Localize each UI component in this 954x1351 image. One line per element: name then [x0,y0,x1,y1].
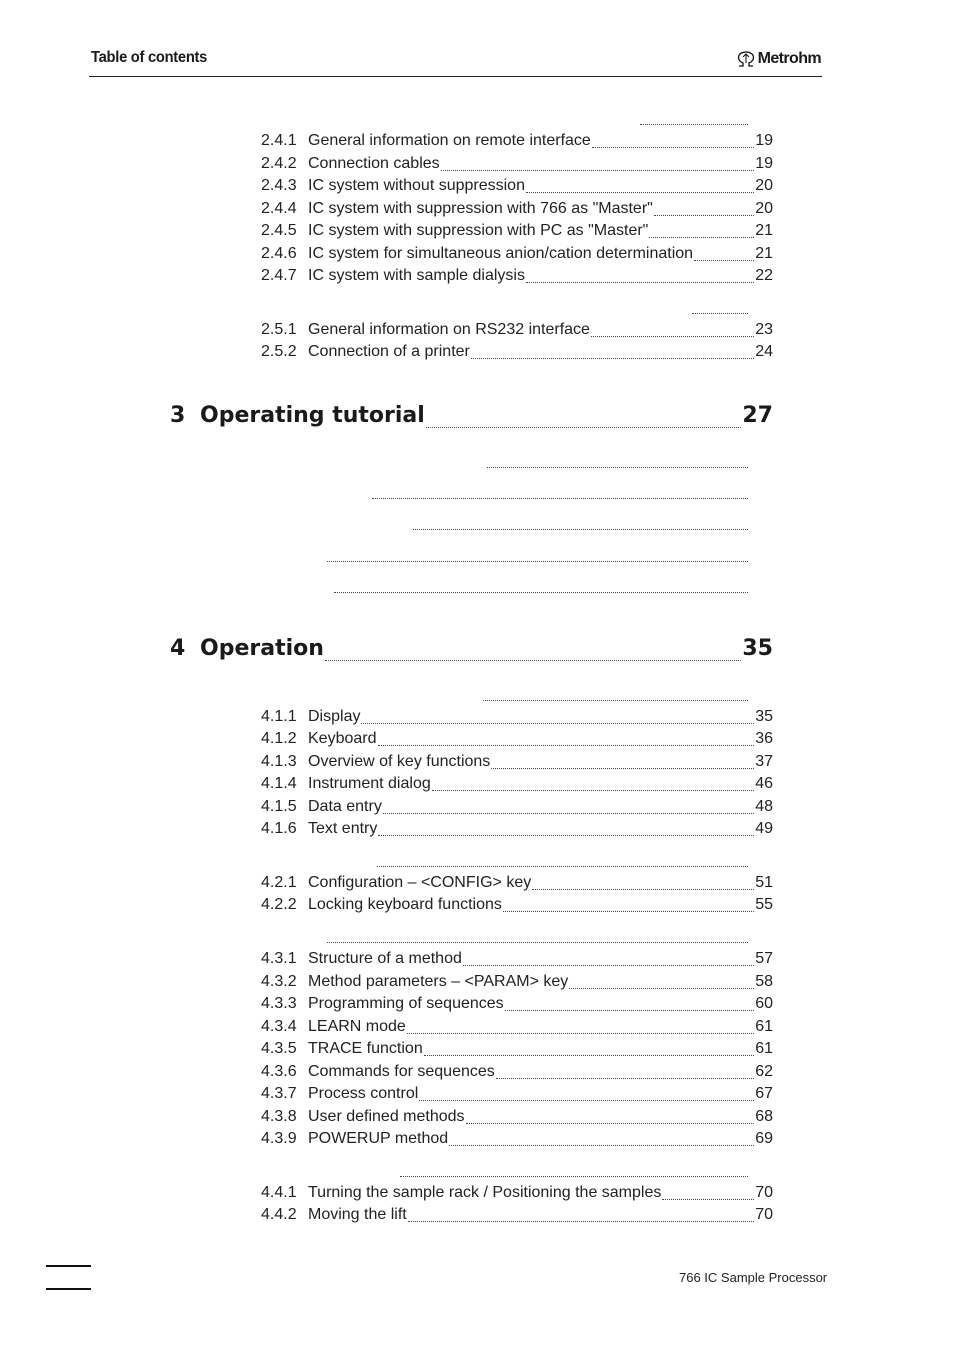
toc-entry-page: 22 [755,267,773,284]
toc-entry-page: 60 [755,995,773,1012]
toc-entry-page: 58 [755,973,773,990]
dot-leader [505,1010,755,1011]
chapter-number: 3 [170,403,186,428]
chapter-title: Operating tutorial [200,403,425,428]
section-leader [327,942,748,943]
dot-leader [569,988,754,989]
toc-entry-title: Configuration – <CONFIG> key [308,874,532,891]
toc-entry-number: 2.4.2 [261,155,297,172]
section-leader [413,529,748,530]
toc-entry-number: 4.2.2 [261,896,297,913]
section-leader [372,498,748,499]
toc-entry-title: General information on RS232 interface [308,321,590,338]
toc-entry[interactable] [261,343,773,363]
toc-entry[interactable] [261,1063,773,1083]
header-rule [89,76,822,77]
toc-entry[interactable] [261,245,773,265]
toc-entry-page: 62 [755,1063,773,1080]
toc-entry[interactable] [261,1085,773,1105]
toc-entry[interactable] [261,1018,773,1038]
dot-leader [592,147,754,148]
section-leader [334,592,748,593]
toc-entry-title: IC system for simultaneous anion/cation determination [308,245,694,262]
toc-entry[interactable] [261,321,773,341]
dot-leader [383,813,754,814]
toc-entry-page: 21 [755,245,773,262]
toc-entry-title: Process control [308,1085,419,1102]
toc-entry-page: 67 [755,1085,773,1102]
toc-entry-title: Moving the lift [308,1206,407,1223]
dot-leader [466,1123,755,1124]
metrohm-logo [736,50,821,68]
toc-entry-number: 4.3.9 [261,1130,297,1147]
toc-entry-number: 2.4.7 [261,267,297,284]
toc-entry-title: Display [308,708,361,725]
toc-entry[interactable] [261,267,773,287]
toc-entry-number: 4.3.7 [261,1085,297,1102]
toc-entry-title: LEARN mode [308,1018,406,1035]
logo-text: Metrohm [757,50,821,67]
chapter-heading[interactable] [170,636,773,666]
toc-entry[interactable] [261,1130,773,1150]
dot-leader [591,336,754,337]
chapter-title: Operation [200,636,324,661]
toc-entry-page: 19 [755,155,773,172]
toc-entry[interactable] [261,995,773,1015]
toc-entry[interactable] [261,973,773,993]
section-leader [400,1176,748,1177]
toc-entry-title: Keyboard [308,730,377,747]
dot-leader [449,1145,754,1146]
dot-leader [649,237,754,238]
toc-entry[interactable] [261,200,773,220]
dot-leader [426,427,742,428]
toc-entry-page: 35 [755,708,773,725]
toc-entry-title: Commands for sequences [308,1063,495,1080]
toc-entry-number: 4.4.1 [261,1184,297,1201]
toc-entry-number: 4.1.2 [261,730,297,747]
toc-entry[interactable] [261,132,773,152]
toc-entry-page: 37 [755,753,773,770]
dot-leader [378,835,754,836]
chapter-page: 27 [742,403,773,428]
toc-entry-title: Turning the sample rack / Positioning the samples [308,1184,662,1201]
omega-icon [736,51,756,67]
dot-leader [424,1055,754,1056]
toc-entry-number: 4.3.4 [261,1018,297,1035]
toc-entry[interactable] [261,1184,773,1204]
chapter-heading[interactable] [170,403,773,433]
toc-entry-page: 46 [755,775,773,792]
toc-entry-page: 21 [755,222,773,239]
toc-entry-page: 48 [755,798,773,815]
toc-entry[interactable] [261,177,773,197]
dot-leader [407,1033,754,1034]
toc-entry-title: General information on remote interface [308,132,591,149]
toc-entry-number: 4.3.5 [261,1040,297,1057]
dot-leader [662,1199,754,1200]
toc-entry[interactable] [261,222,773,242]
toc-entry[interactable] [261,1108,773,1128]
toc-entry-number: 2.4.5 [261,222,297,239]
toc-entry-page: 20 [755,177,773,194]
toc-entry-title: Locking keyboard functions [308,896,502,913]
toc-entry-title: Method parameters – <PARAM> key [308,973,569,990]
toc-entry-page: 51 [755,874,773,891]
toc-entry[interactable] [261,708,773,728]
toc-entry[interactable] [261,1040,773,1060]
page-header-title: Table of contents [91,49,208,66]
dot-leader [325,660,741,661]
toc-entry-page: 24 [755,343,773,360]
section-leader [487,467,748,468]
toc-entry-page: 70 [755,1206,773,1223]
toc-entry-page: 19 [755,132,773,149]
section-leader [640,124,748,125]
toc-entry[interactable] [261,798,773,818]
toc-entry-number: 4.1.3 [261,753,297,770]
toc-entry-title: Connection of a printer [308,343,470,360]
toc-entry-page: 69 [755,1130,773,1147]
footer-product-name: 766 IC Sample Processor [679,1270,828,1285]
toc-entry[interactable] [261,950,773,970]
toc-entry[interactable] [261,896,773,916]
chapter-page: 35 [742,636,773,661]
toc-entry-page: 20 [755,200,773,217]
toc-entry-number: 4.3.6 [261,1063,297,1080]
toc-entry-number: 4.1.4 [261,775,297,792]
toc-entry-title: TRACE function [308,1040,423,1057]
toc-entry-page: 36 [755,730,773,747]
dot-leader [441,170,755,171]
dot-leader [408,1221,754,1222]
toc-entry-page: 57 [755,950,773,967]
toc-entry-title: Overview of key functions [308,753,491,770]
toc-entry-page: 49 [755,820,773,837]
section-leader [327,561,748,562]
toc-entry-title: Structure of a method [308,950,462,967]
toc-entry-title: IC system with sample dialysis [308,267,525,284]
section-leader [692,313,748,314]
dot-leader [526,282,754,283]
toc-entry-number: 2.4.6 [261,245,297,262]
toc-entry[interactable] [261,1206,773,1226]
toc-entry-title: IC system with suppression with 766 as "Master" [308,200,653,217]
dot-leader [694,260,754,261]
toc-entry-title: User defined methods [308,1108,465,1125]
chapter-number: 4 [170,636,186,661]
toc-entry-number: 2.4.1 [261,132,297,149]
dot-leader [463,965,754,966]
toc-entry-title: IC system without suppression [308,177,525,194]
toc-entry-number: 2.5.2 [261,343,297,360]
toc-entry[interactable] [261,820,773,840]
section-leader [483,700,748,701]
section-leader [377,866,748,867]
toc-entry-number: 4.3.2 [261,973,297,990]
toc-entry-title: Text entry [308,820,378,837]
toc-entry-page: 23 [755,321,773,338]
toc-entry[interactable] [261,730,773,750]
toc-entry-number: 2.4.3 [261,177,297,194]
toc-entry-page: 61 [755,1018,773,1035]
toc-entry-number: 2.5.1 [261,321,297,338]
toc-entry-title: IC system with suppression with PC as "Master" [308,222,649,239]
toc-entry-number: 4.1.5 [261,798,297,815]
dot-leader [432,790,754,791]
dot-leader [471,358,754,359]
footer-rule [46,1288,91,1290]
toc-entry[interactable] [261,753,773,773]
dot-leader [496,1078,754,1079]
toc-entry-page: 70 [755,1184,773,1201]
toc-entry-number: 4.1.1 [261,708,297,725]
toc-entry-page: 55 [755,896,773,913]
dot-leader [503,911,754,912]
toc-entry-number: 2.4.4 [261,200,297,217]
toc-entry-number: 4.3.3 [261,995,297,1012]
toc-entry-number: 4.4.2 [261,1206,297,1223]
dot-leader [419,1100,754,1101]
toc-entry-title: Data entry [308,798,382,815]
toc-entry-number: 4.3.1 [261,950,297,967]
dot-leader [361,723,754,724]
toc-entry[interactable] [261,155,773,175]
toc-entry-page: 61 [755,1040,773,1057]
toc-entry-page: 68 [755,1108,773,1125]
toc-entry-number: 4.3.8 [261,1108,297,1125]
footer-rule [46,1265,91,1267]
toc-entry-title: Connection cables [308,155,440,172]
dot-leader [532,889,754,890]
toc-entry[interactable] [261,775,773,795]
dot-leader [491,768,754,769]
dot-leader [526,192,754,193]
toc-entry-title: POWERUP method [308,1130,449,1147]
toc-entry-number: 4.1.6 [261,820,297,837]
dot-leader [378,745,755,746]
toc-entry[interactable] [261,874,773,894]
toc-entry-number: 4.2.1 [261,874,297,891]
toc-entry-title: Instrument dialog [308,775,431,792]
toc-entry-title: Programming of sequences [308,995,504,1012]
dot-leader [654,215,754,216]
